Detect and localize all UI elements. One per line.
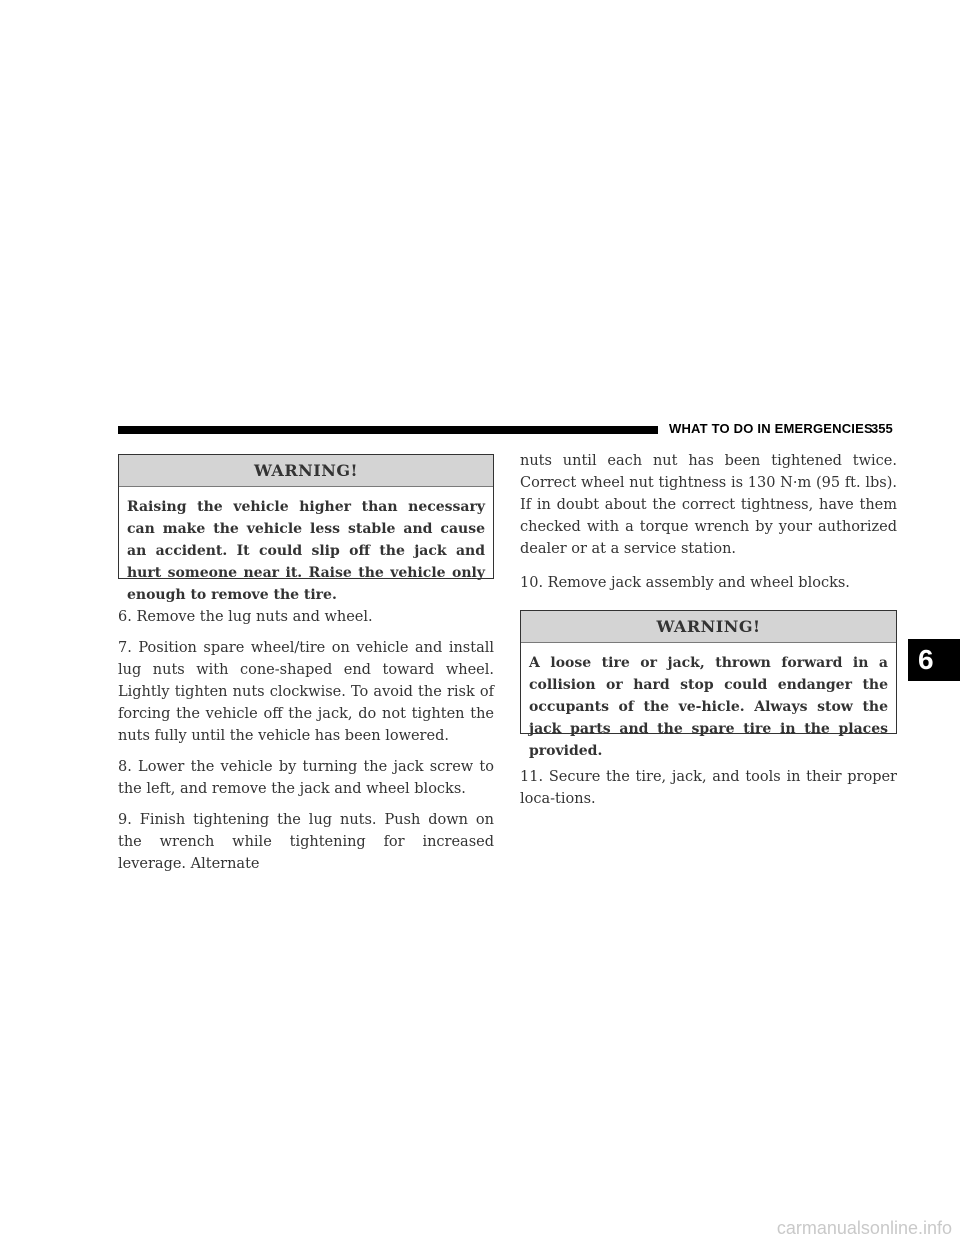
chapter-tab: 6 [908, 639, 960, 681]
warning-box [118, 454, 494, 603]
warning-box [520, 610, 897, 759]
right-column [520, 454, 897, 810]
header-rule [118, 426, 658, 434]
left-column [118, 454, 494, 875]
watermark-text: carmanualsonline.info [776, 1218, 952, 1238]
section-title: WHAT TO DO IN EMERGENCIES [669, 421, 873, 436]
step-7: 7. Position spare wheel/tire on vehicle and install lug nuts with cone-shaped end toward wheel. Lightly tighten nuts clockwise. To avoid the risk of forcing the vehicle off the jack, do not tighten the nuts fully until the vehicle has been lowered. [118, 640, 494, 744]
step-8: 8. Lower the vehicle by turning the jack screw to the left, and remove the jack and wheel blocks. [118, 759, 494, 797]
step-9-continued: nuts until each nut has been tightened twice. Correct wheel nut tightness is 130 N·m (95 ft. lbs). If in doubt about the correct tightness, have them checked with a torque wrench by your authorized dealer or at a service station. [520, 453, 897, 557]
step-11: 11. Secure the tire, jack, and tools in their proper loca-tions. [520, 769, 897, 807]
page-number: 355 [871, 421, 893, 436]
warning-text: Raising the vehicle higher than necessary can make the vehicle less stable and cause an accident. It could slip off the jack and hurt someone near it. Raise the vehicle only enough to remove the tire. [127, 499, 485, 603]
step-6: 6. Remove the lug nuts and wheel. [118, 609, 373, 625]
step-9: 9. Finish tightening the lug nuts. Push down on the wrench while tightening for increased leverage. Alternate [118, 812, 494, 872]
warning-title: WARNING! [521, 611, 896, 643]
step-10: 10. Remove jack assembly and wheel blocks. [520, 575, 850, 591]
warning-title: WARNING! [119, 455, 493, 487]
warning-text: A loose tire or jack, thrown forward in a collision or hard stop could endanger the occupants of the ve-hicle. Always stow the jack parts and the spare tire in the places provided. [529, 655, 888, 759]
